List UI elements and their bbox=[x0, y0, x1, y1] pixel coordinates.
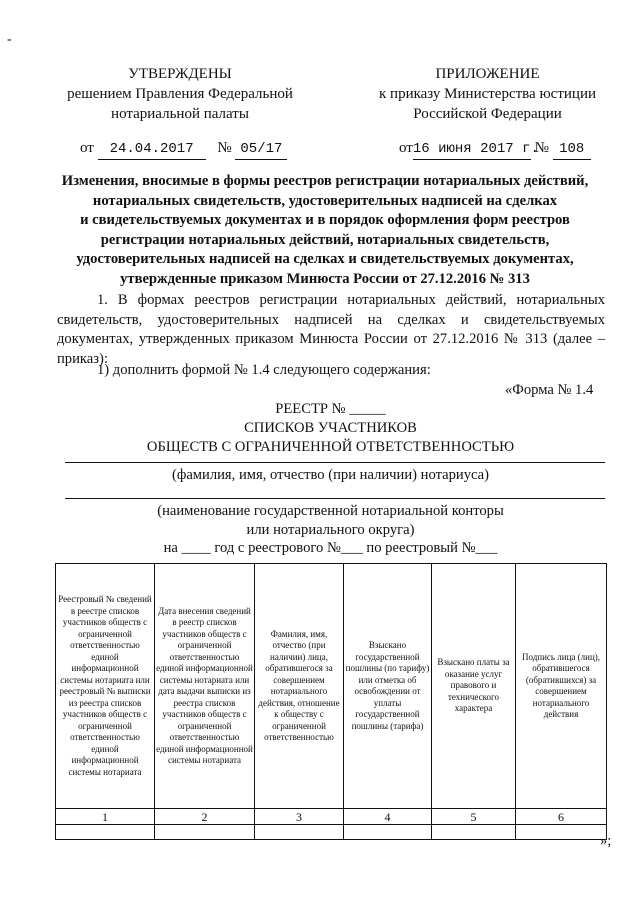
office-name-line bbox=[65, 498, 605, 499]
notary-name-line bbox=[65, 462, 605, 463]
approval-number: 05/17 bbox=[235, 139, 287, 160]
table-header-cell: Подпись лица (лиц), обратившегося (обратившихся) за совершением нотариального действия bbox=[516, 564, 607, 809]
appendix-date-line bbox=[399, 138, 591, 160]
table-empty-row bbox=[56, 825, 607, 840]
appendix-title: ПРИЛОЖЕНИЕ bbox=[435, 66, 540, 82]
appendix-line-2: Российской Федерации bbox=[413, 106, 562, 122]
title-line: удостоверительных надписей на сделках и свидетельствуемых документах, bbox=[76, 251, 574, 267]
column-number: 6 bbox=[516, 809, 607, 825]
paragraph-1: 1. В формах реестров регистрации нотариальных действий, нотариальных свидетельств, удостоверительных надписей на сделках и свидетельствуемых документах, утвержденных приказом Минюста России от 27.12.2016 № 313 (далее – приказ): bbox=[57, 292, 605, 367]
column-number: 2 bbox=[155, 809, 255, 825]
approval-date: 24.04.2017 bbox=[98, 139, 206, 160]
column-number: 3 bbox=[255, 809, 344, 825]
column-number: 5 bbox=[432, 809, 516, 825]
approval-date-line bbox=[80, 138, 287, 160]
form-label: «Форма № 1.4 bbox=[505, 382, 594, 398]
paragraph-2: 1) дополнить формой № 1.4 следующего содержания: bbox=[97, 362, 431, 378]
approval-line-2: нотариальной палаты bbox=[111, 106, 249, 122]
title-line: и свидетельствуемых документах и в порядок оформления форм реестров bbox=[80, 212, 570, 228]
appendix-num-prefix: № bbox=[534, 140, 549, 156]
registry-table bbox=[55, 563, 607, 840]
approval-date-prefix: от bbox=[80, 140, 94, 156]
table-cell bbox=[155, 825, 255, 840]
table-header-cell: Реестровый № сведений в реестре списков участников обществ с ограниченной ответственностью единой информационной системы нотариата или реестровый № выписки из реестра списков участников обществ с ограниченной ответственностью единой информационной системы нотариата bbox=[56, 564, 155, 809]
table-header-cell: Фамилия, имя, отчество (при наличии) лица, обратившегося за совершением нотариального действия, отношение к обществу с ограниченной ответственностью bbox=[255, 564, 344, 809]
table-number-row bbox=[56, 809, 607, 825]
column-number: 1 bbox=[56, 809, 155, 825]
appendix-date-prefix: от bbox=[399, 140, 413, 156]
office-caption bbox=[55, 502, 606, 540]
title-line: регистрации нотариальных действий, нотариальных свидетельств, bbox=[100, 231, 550, 248]
title-line: утвержденные приказом Минюста России от 27.12.2016 № 313 bbox=[120, 270, 530, 287]
table-cell bbox=[56, 825, 155, 840]
appendix-date: 16 июня 2017 г. bbox=[413, 139, 531, 160]
approval-num-prefix: № bbox=[217, 140, 232, 156]
approval-line-1: решением Правления Федеральной bbox=[67, 86, 293, 102]
table-header-cell: Взыскано платы за оказание услуг правового и технического характера bbox=[432, 564, 516, 809]
document-title bbox=[40, 172, 610, 289]
table-cell bbox=[255, 825, 344, 840]
margin-mark: - bbox=[7, 32, 12, 47]
table-cell bbox=[432, 825, 516, 840]
title-line: Изменения, вносимые в формы реестров регистрации нотариальных действий, bbox=[61, 173, 589, 189]
approval-block bbox=[55, 64, 305, 124]
registry-subtitle-1: СПИСКОВ УЧАСТНИКОВ bbox=[244, 420, 417, 436]
registry-subtitle-2: ОБЩЕСТВ С ОГРАНИЧЕННОЙ ОТВЕТСТВЕННОСТЬЮ bbox=[146, 439, 515, 455]
table-cell bbox=[516, 825, 607, 840]
table-header-row bbox=[56, 564, 607, 809]
appendix-line-1: к приказу Министерства юстиции bbox=[379, 86, 596, 102]
table-header-cell: Дата внесения сведений в реестр списков участников обществ с ограниченной ответственностью единой информационной системы нотариата или дата выдачи выписки из реестра списков участников обществ с ограниченной ответственностью единой информационной системы нотариата bbox=[155, 564, 255, 809]
period-line: на ____ год с реестрового №___ по реестровый №___ bbox=[163, 540, 498, 556]
appendix-block bbox=[370, 64, 605, 124]
notary-caption: (фамилия, имя, отчество (при наличии) нотариуса) bbox=[172, 467, 489, 483]
registry-heading bbox=[55, 400, 606, 457]
table-cell bbox=[344, 825, 432, 840]
table-header-cell: Взыскано государственной пошлины (по тарифу) или отметка об освобождении от уплаты государственной пошлины (тарифа) bbox=[344, 564, 432, 809]
column-number: 4 bbox=[344, 809, 432, 825]
title-line: нотариальных свидетельств, удостоверительных надписей на сделках bbox=[92, 192, 558, 209]
table-closing-mark: »; bbox=[600, 833, 612, 849]
office-caption-2: или нотариального округа) bbox=[246, 522, 415, 538]
registry-number-line: РЕЕСТР № _____ bbox=[275, 401, 386, 417]
approval-title: УТВЕРЖДЕНЫ bbox=[128, 66, 232, 82]
office-caption-1: (наименование государственной нотариальной конторы bbox=[157, 503, 504, 519]
appendix-number: 108 bbox=[553, 139, 591, 160]
